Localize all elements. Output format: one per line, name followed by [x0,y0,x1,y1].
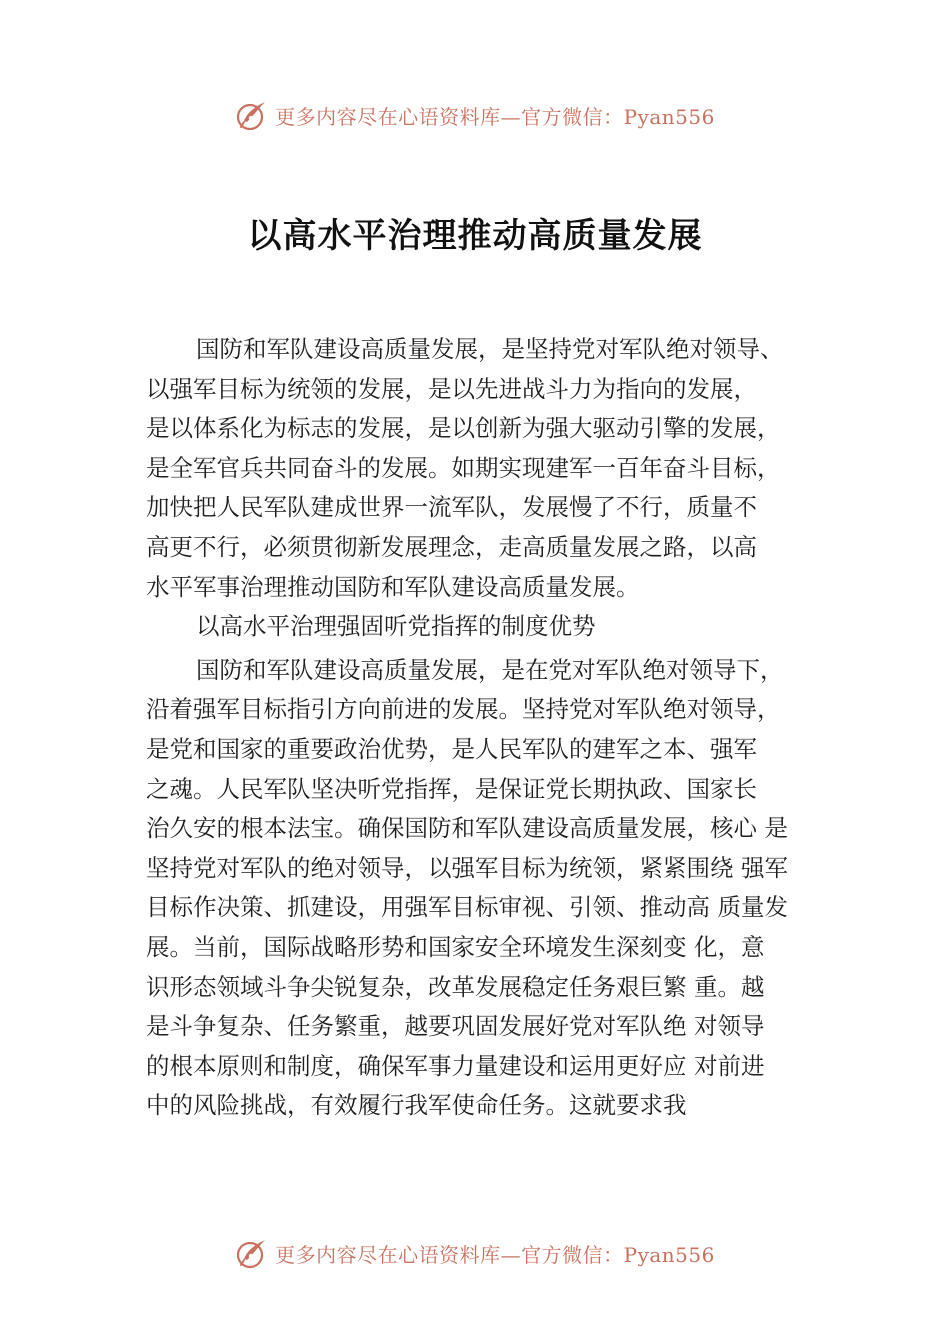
body-line: 中的风险挑战，有效履行我军使命任务。这就要求我 [146,1091,687,1120]
section-heading: 以高水平治理强固听党指挥的制度优势 [196,612,596,641]
body-line: 目标作决策、抓建设，用强军目标审视、引领、推动高 质量发 [146,893,788,922]
header-banner-text: 更多内容尽在心语资料库—官方微信：Pyan556 [275,104,715,129]
body-line: 之魂。人民军队坚决听党指挥，是保证党长期执政、国家长 [146,774,757,803]
body-line: 展。当前，国际战略形势和国家安全环境发生深刻变 化，意 [146,932,765,961]
body-line: 治久安的根本法宝。确保国防和军队建设高质量发展，核心 是 [146,814,788,843]
body-line: 水平军事治理推动国防和军队建设高质量发展。 [146,572,640,601]
body-line: 沿着强军目标指引方向前进的发展。坚持党对军队绝对领导， [146,695,781,724]
body-line: 是党和国家的重要政治优势，是人民军队的建军之本、强军 [146,734,757,763]
body-line: 是全军官兵共同奋斗的发展。如期实现建军一百年奋斗目标， [146,453,781,482]
document-body [146,330,836,1126]
quill-logo-icon [235,1236,269,1270]
body-line: 国防和军队建设高质量发展，是在党对军队绝对领导下， [196,655,784,684]
body-line: 是以体系化为标志的发展，是以创新为强大驱动引擎的发展， [146,414,781,443]
footer-banner-text: 更多内容尽在心语资料库—官方微信：Pyan556 [275,1242,715,1267]
body-line: 国防和军队建设高质量发展，是坚持党对军队绝对领导、 [196,335,784,363]
body-line: 高更不行，必须贯彻新发展理念，走高质量发展之路，以高 [146,532,757,561]
body-line: 以强军目标为统领的发展，是以先进战斗力为指向的发展， [146,374,757,403]
body-line: 加快把人民军队建成世界一流军队，发展慢了不行，质量不 [146,493,757,522]
header-banner [0,95,950,135]
footer-banner [0,1233,950,1273]
body-line: 识形态领域斗争尖锐复杂，改革发展稳定任务艰巨繁 重。越 [146,972,765,1001]
body-line: 的根本原则和制度，确保军事力量建设和运用更好应 对前进 [146,1051,765,1080]
quill-logo-icon [235,98,269,132]
body-line: 是斗争复杂、任务繁重，越要巩固发展好党对军队绝 对领导 [146,1012,765,1041]
body-line: 坚持党对军队的绝对领导，以强军目标为统领，紧紧围绕 强军 [146,853,788,882]
document-title: 以高水平治理推动高质量发展 [247,216,703,256]
